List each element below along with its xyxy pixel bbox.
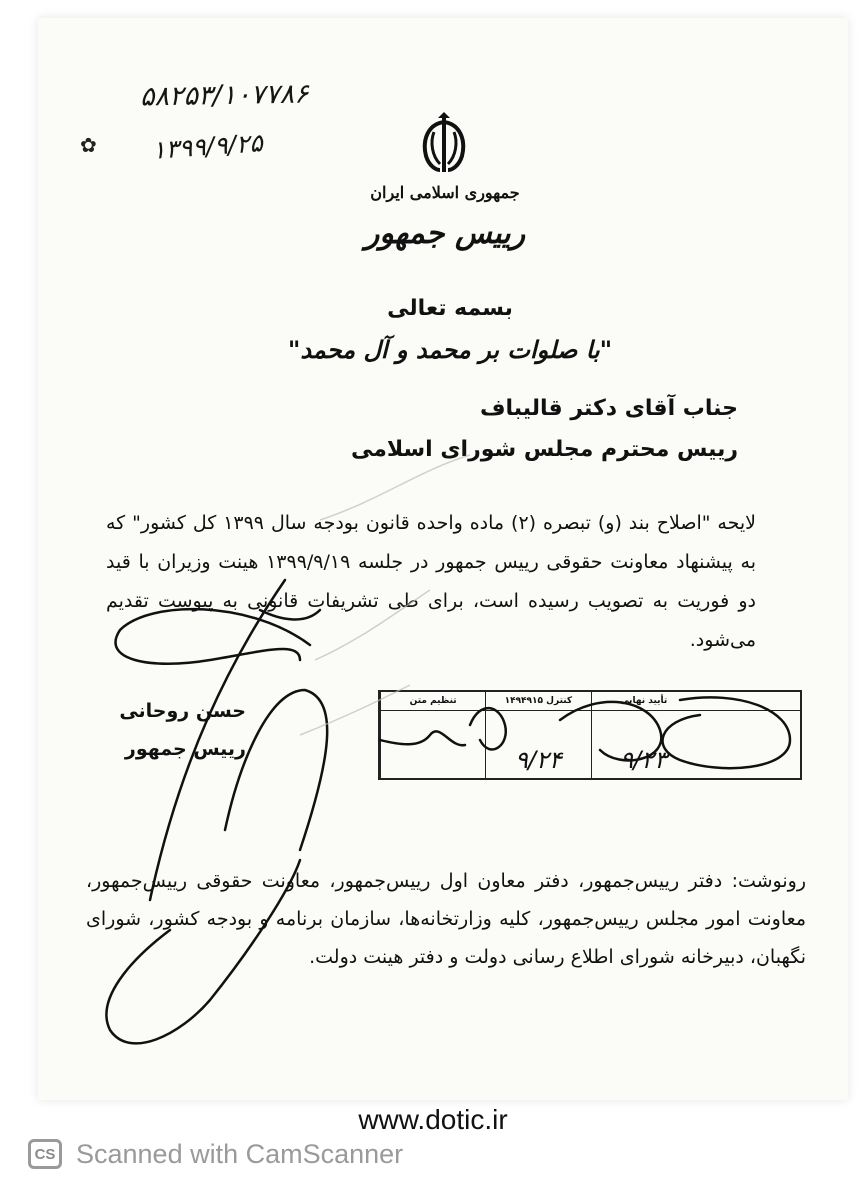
registry-date: ۹/۲۴ <box>514 746 562 774</box>
source-website: www.dotic.ir <box>358 1104 508 1135</box>
registry-date: ۹/۲۳ <box>620 746 667 774</box>
addressee-name: جناب آقای دکتر قالیباف <box>479 396 738 421</box>
president-heading: رییس جمهور <box>364 216 526 251</box>
registry-header <box>696 692 800 711</box>
registry-column-control <box>485 692 590 778</box>
letter-body: لایحه "اصلاح بند (و) تبصره (۲) ماده واحده قانون بودجه سال ۱۳۹۹ کل کشور" که به پیشنهاد معاونت حقوقی رییس جمهور در جلسه ۱۳۹۹/۹/۱۹ هینت وزیران با قید دو فوریت به تصویب رسیده است، برای طی تشریفات قانونی به پیوست تقدیم می‌شود. <box>106 512 756 651</box>
iran-emblem-icon <box>414 112 474 178</box>
gear-icon: ✿ <box>80 133 97 157</box>
registry-column-final <box>591 692 696 778</box>
registry-header: کنترل ۱۴۹۴۹۱۵ <box>486 692 590 711</box>
signatory-title: رییس جمهور <box>124 738 246 760</box>
republic-heading: جمهوری اسلامی ایران <box>370 183 520 202</box>
registry-column-text-setup <box>380 692 485 778</box>
bismillah: بسمه تعالی <box>387 296 513 321</box>
letter-number: ۵۸۲۵۳/۱۰۷۷۸۶ <box>139 78 309 113</box>
scanner-label: Scanned with CamScanner <box>76 1138 404 1169</box>
carbon-copy-list: رونوشت: دفتر رییس‌جمهور، دفتر معاون اول رییس‌جمهور، معاونت حقوقی رییس‌جمهور، معاونت امور مجلس رییس‌جمهور، کلیه وزارتخانه‌ها، سازمان برنامه و بودجه کشور، شورای نگهبان، دبیرخانه شورای اطلاع رسانی دولت و دفتر هینت دولت. <box>86 870 806 968</box>
scanner-watermark <box>28 1136 403 1172</box>
registry-header: تأیید نهایی <box>592 692 696 711</box>
registry-header: تنظیم متن <box>381 692 485 711</box>
salavat-line: "با صلوات بر محمد و آل محمد" <box>287 336 613 364</box>
signatory-name: حسن روحانی <box>119 700 246 722</box>
registry-column-signature <box>696 692 800 778</box>
camscanner-logo-icon: CS <box>28 1139 62 1169</box>
registry-table <box>378 690 802 780</box>
addressee-title: رییس محترم مجلس شورای اسلامی <box>350 437 738 462</box>
letter-date: ۱۳۹۹/۹/۲۵ <box>151 128 264 165</box>
